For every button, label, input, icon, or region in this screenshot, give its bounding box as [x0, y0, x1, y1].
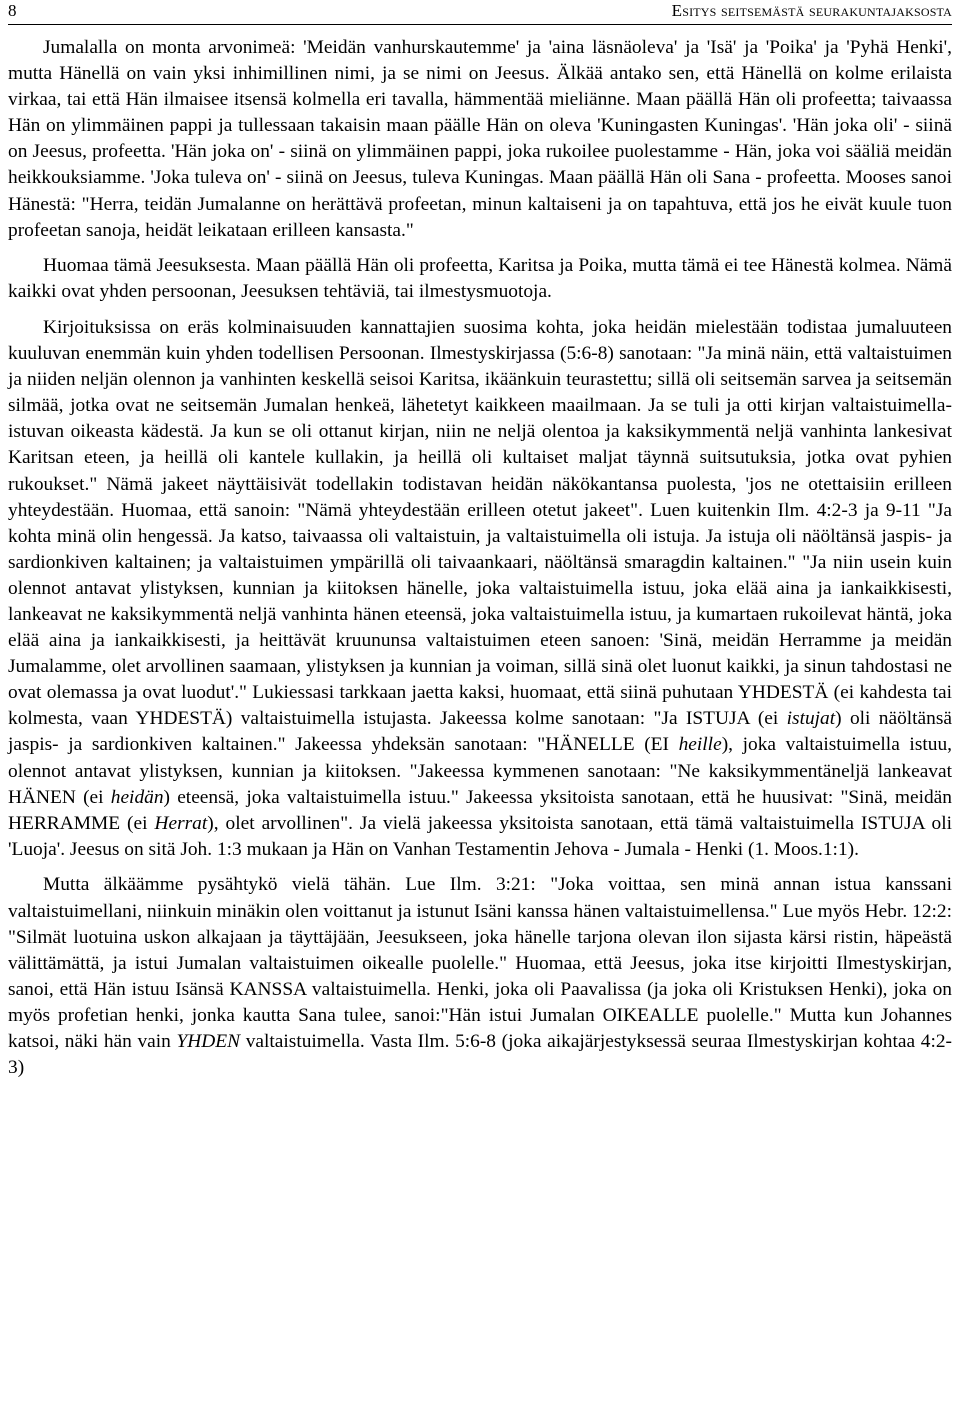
chapter-title: Esitys seitsemästä seurakuntajaksosta	[671, 1, 952, 20]
emphasis-run: YHDEN	[176, 1030, 241, 1052]
text-run: Huomaa tämä Jeesuksesta. Maan päällä Hän oli profeetta, Karitsa ja Poika, mutta tämä ei tee Hänestä kolmea. Nämä kaikki ovat yhden persoonan, Jeesuksen tehtäviä, tai ilmestysmuotoja.	[8, 255, 952, 303]
text-run: valtaistuimella. Vasta Ilm. 5:6-8 (joka aikajärjestyksessä seuraa Ilmestyskirjan kohtaa 4:2-3)	[8, 1030, 952, 1079]
text-run: Jumalalla on monta arvonimeä: 'Meidän vanhurskautemme' ja 'aina läsnäoleva' ja 'Isä' ja 'Poika' ja 'Pyhä Henki', mutta Hänellä on vain yksi inhimillinen nimi, ja se nimi on Jeesus.	[8, 37, 952, 85]
text-run: Älkää antako sen, että Hänellä on kolme erilaista virkaa, tai että Hän ilmaisee itsensä kolmella eri tavalla, hämmentää mieliänne.	[8, 63, 952, 111]
emphasis-run: heille	[678, 734, 722, 756]
text-run: ) oli näöltänsä jaspis- ja sardionkiven kaltainen." Jakeessa yhdeksän sanotaan: "HÄNELLE (EI	[8, 708, 952, 756]
body-text	[8, 35, 952, 1081]
paragraph-2	[8, 253, 952, 305]
emphasis-run: heidän	[110, 786, 164, 808]
text-run: ), joka valtaistuimella istuu, olennot antavat ylistyksen, kunnian ja kiitoksen. "Jakeessa kymmenen sanotaan: "Ne kaksikymmentäneljä lankeavat HÄNEN (ei	[8, 734, 952, 808]
emphasis-run: Herrat	[154, 812, 208, 834]
paragraph-4	[8, 872, 952, 1081]
text-run: Kirjoituksissa on eräs kolminaisuuden kannattajien suosima kohta, joka heidän mielestään todistaa jumaluuteen kuuluvan enemmän kuin yhden todellisen Persoonan.	[8, 316, 952, 365]
text-run: Ilmestyskirjassa (5:6-8) sanotaan: "Ja minä näin, että valtaistuimen ja niiden neljän olennon ja vanhinten keskellä seisoi Karitsa, ikäänkuin teurastettu; sillä oli seitsemän sarvea ja seitsemän silmää, jotka ovat ne seitsemän Jumalan henkeä, lähetetyt kaikkeen maailmaan. Ja se tuli ja otti kirjan valtaistuimella-istuvan oikeasta kädestä. Ja kun se oli ottanut kirjan, niin ne neljä olentoa ja kaksikymmentä neljä vanhinta lankesivat Karitsan eteen, ja heillä oli kantele kullakin, ja heillä oli kultaiset maljat täynnä suitsutuksia, jotka ovat pyhien rukoukset." Nämä jakeet näyttäisivät todellakin todistavan heidän näkökantansa puolesta, 'jos ne otettaisiin erilleen yhteydestään. Huomaa, että sanoin: "Nämä yhteydestään erilleen otetut jakeet". Luen kuitenkin Ilm. 4:2-3 ja 9-11 "Ja kohta minä olin hengessä. Ja katso, taivaassa oli valtaistuin, ja valtaistuimella oli istuja. Ja istuja oli näöltänsä jaspis- ja sardionkiven kaltainen; ja valtaistuimen ympärillä oli taivaankaari, näöltänsä smaragdin kaltainen." "Ja niin usein kuin olennot antavat ylistyksen, kunnian ja kiitoksen hänelle, joka valtaistuimella istuu, joka elää aina ja iankaikkisesti, lankeavat ne kaksikymmentä neljä vanhinta hänen eteensä, joka valtaistuimella istuu, ja kumartaen rukoilevat häntä, joka elää aina ja iankaikkisesti, ja heittävät kruununsa valtaistuimen eteen sanoen: 'Sinä, meidän Herramme ja meidän Jumalamme, olet arvollinen saamaan, ylistyksen ja kunnian ja voiman, sillä sinä olet luonut kaikki, ja sinun tahdostasi ne ovat olemassa ja ovat luodut'." Lukiessasi tarkkaan jaetta kaksi, huomaat, että siinä puhutaan YHDESTÄ (ei kahdesta tai kolmesta, vaan YHDESTÄ) valtaistuimella istujasta. Jakeessa kolme sanotaan: "Ja ISTUJA (ei	[8, 343, 952, 730]
text-run: Maan päällä Hän oli profeetta; taivaassa Hän on ylimmäinen pappi ja tullessaan takaisin maan päälle Hän on oleva 'Kuningasten Kuningas'. 'Hän joka oli' - siinä on Jeesus, profeetta. 'Hän joka on' - siinä on ylimmäinen pappi, joka rukoilee puolestamme - Hän, joka voi sääliä meidän heikkouksiamme. 'Joka tuleva on' - siinä on Jeesus, tuleva Kuningas. Maan päällä Hän oli Sana - profeetta. Mooses sanoi Hänestä: "Herra, teidän Jumalanne on herättävä profeetan, minun kaltaiseni ja on tapahtuva, että jos he eivät kuule tuon profeetan sanoja, heidät leikataan erilleen kansasta."	[8, 89, 952, 241]
paragraph-1	[8, 35, 952, 244]
paragraph-3	[8, 315, 952, 863]
page-number: 8	[8, 1, 17, 20]
emphasis-run: istujat	[786, 708, 836, 730]
text-run: Mutta älkäämme pysähtykö vielä tähän. Lue Ilm. 3:21: "Joka voittaa, sen minä annan istua kanssani valtaistuimellani, niinkuin minäkin olen voittanut ja istunut Isäni kanssa hänen valtaistuimellensa." Lue myös Hebr. 12:2: "Silmät luotuina uskon alkajaan ja täyttäjään, Jeesukseen, joka hänelle tarjona olevan ilon sijasta kärsi ristin, häpeästä välittämättä, ja istui Jumalan valtaistuimen oikealle puolelle." Huomaa, että Jeesus, joka itse kirjoitti Ilmestyskirjan, sanoi, että Hän istuu Isänsä KANSSA valtaistuimella. Henki, joka oli Paavalissa (ja joka oli Kristuksen Henki), joka on myös profetian henki, jonka kautta Sana tulee, sanoi:"Hän istui Jumalan OIKEALLE puolelle." Mutta kun Johannes katsoi, näki hän vain	[8, 874, 952, 1052]
running-header	[8, 0, 952, 25]
text-run: ), olet arvollinen". Ja vielä jakeessa yksitoista sanotaan, että tämä valtaistuimella ISTUJA oli 'Luoja'. Jeesus on sitä Joh. 1:3 mukaan ja Hän on Vanhan Testamentin Jehova - Jumala - Henki (1. Moos.1:1).	[8, 812, 952, 860]
text-run: ) eteensä, joka valtaistuimella istuu." Jakeessa yksitoista sanotaan, että he huusivat: "Sinä, meidän HERRAMME (ei	[8, 786, 952, 834]
